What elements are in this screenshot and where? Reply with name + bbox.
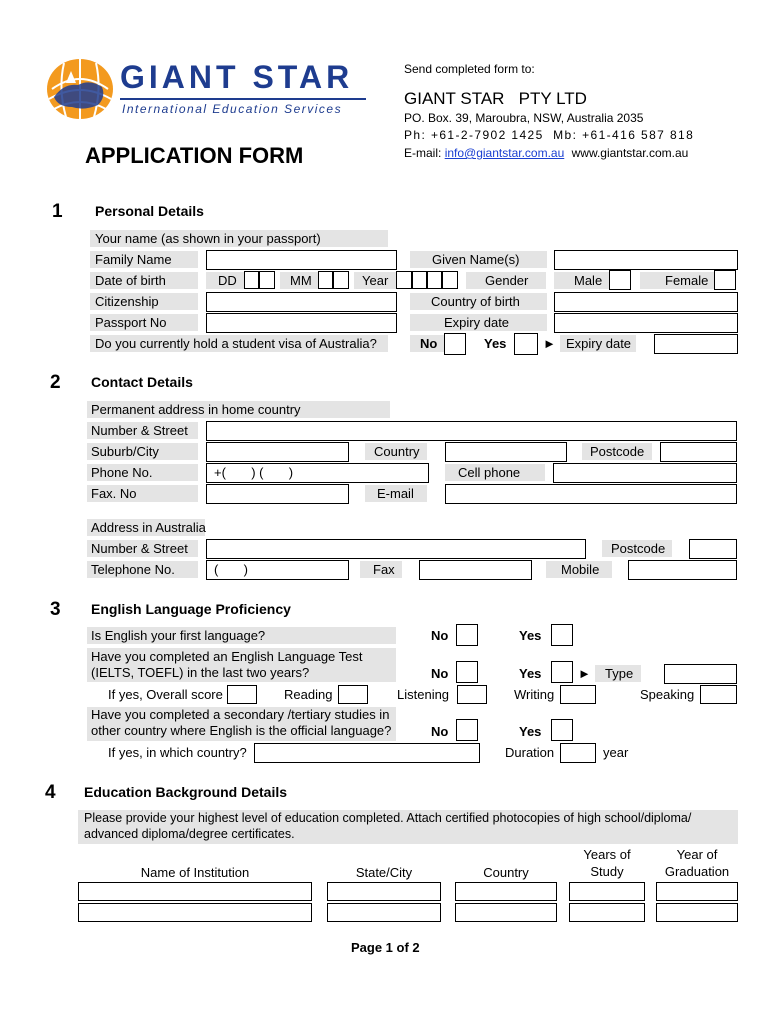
- edu-row2-institution[interactable]: [78, 903, 312, 922]
- q1-no-checkbox[interactable]: [456, 624, 478, 646]
- male-checkbox[interactable]: [609, 270, 631, 290]
- number-street2-label: Number & Street: [91, 541, 188, 556]
- year-input-4[interactable]: [442, 271, 458, 289]
- fax-no-input[interactable]: [206, 484, 349, 504]
- passport-no-input[interactable]: [206, 313, 397, 333]
- q2-arrow-icon: ►: [578, 666, 591, 681]
- q3-line2: other country where English is the official language?: [91, 723, 392, 738]
- page-number: Page 1 of 2: [351, 940, 420, 955]
- visa-question-label: Do you currently hold a student visa of Australia?: [95, 336, 377, 351]
- arrow-icon: ►: [543, 336, 556, 351]
- edu-row2-country[interactable]: [455, 903, 557, 922]
- mobile-label: Mobile: [561, 562, 600, 577]
- listening-label: Listening: [397, 687, 450, 702]
- perm-addr-label: Permanent address in home country: [91, 402, 301, 417]
- year-label: Year: [362, 273, 389, 288]
- male-label: Male: [574, 273, 603, 288]
- q2-yes-label: Yes: [519, 666, 542, 681]
- dob-label: Date of birth: [95, 273, 166, 288]
- speaking-input[interactable]: [700, 685, 737, 704]
- duration-input[interactable]: [560, 743, 596, 763]
- brand-tagline: International Education Services: [122, 102, 343, 116]
- col-country: Country: [483, 865, 529, 880]
- tel-template: ( ): [214, 562, 248, 577]
- dd-input-1[interactable]: [244, 271, 259, 289]
- writing-input[interactable]: [560, 685, 596, 704]
- which-country-input[interactable]: [254, 743, 480, 763]
- visa-expiry-input[interactable]: [654, 334, 738, 354]
- type-label: Type: [605, 666, 634, 681]
- edu-row1-years[interactable]: [569, 882, 645, 901]
- q2-no-label: No: [431, 666, 449, 681]
- expiry-date-label: Expiry date: [444, 315, 510, 330]
- year-unit-label: year: [603, 745, 629, 760]
- q1-no-label: No: [431, 628, 449, 643]
- company-phone: Ph: +61-2-7902 1425 Mb: +61-416 587 818: [404, 128, 695, 142]
- speaking-label: Speaking: [640, 687, 695, 702]
- edu-row1-institution[interactable]: [78, 882, 312, 901]
- q3-no-label: No: [431, 724, 449, 739]
- listening-input[interactable]: [457, 685, 487, 704]
- mobile-input[interactable]: [628, 560, 737, 580]
- suburb-input[interactable]: [206, 442, 349, 462]
- passport-expiry-input[interactable]: [554, 313, 738, 333]
- section-4-number: 4: [45, 782, 56, 803]
- aus-street-input[interactable]: [206, 539, 586, 559]
- dd-input-2[interactable]: [259, 271, 275, 289]
- family-name-label: Family Name: [95, 252, 172, 267]
- edu-row2-state[interactable]: [327, 903, 441, 922]
- country-label: Country: [374, 444, 420, 459]
- send-to-label: Send completed form to:: [404, 62, 535, 76]
- writing-label: Writing: [514, 687, 555, 702]
- number-street-label: Number & Street: [91, 423, 188, 438]
- edu-row2-grad[interactable]: [656, 903, 738, 922]
- telephone-no-label: Telephone No.: [91, 562, 175, 577]
- email-link[interactable]: info@giantstar.com.au: [444, 146, 565, 160]
- company-name: GIANT STAR PTY LTD: [404, 89, 587, 108]
- year-input-1[interactable]: [396, 271, 412, 289]
- email-label-contact: E-mail: [377, 486, 414, 501]
- visa-no-label: No: [420, 336, 438, 351]
- q3-yes-label: Yes: [519, 724, 542, 739]
- postcode2-label: Postcode: [611, 541, 666, 556]
- fax-label: Fax: [373, 562, 395, 577]
- edu-row1-country[interactable]: [455, 882, 557, 901]
- family-name-input[interactable]: [206, 250, 397, 270]
- q2-no-checkbox[interactable]: [456, 661, 478, 683]
- country-of-birth-label: Country of birth: [431, 294, 520, 309]
- gender-label: Gender: [485, 273, 529, 288]
- citizenship-input[interactable]: [206, 292, 397, 312]
- aus-postcode-input[interactable]: [689, 539, 737, 559]
- overall-score-input[interactable]: [227, 685, 257, 704]
- section-1-number: 1: [52, 201, 63, 222]
- section-1-title: Personal Details: [95, 203, 204, 219]
- year-input-3[interactable]: [427, 271, 442, 289]
- passport-no-label: Passport No: [95, 315, 167, 330]
- postcode-label: Postcode: [590, 444, 645, 459]
- q1-label: Is English your first language?: [91, 628, 266, 643]
- visa-yes-checkbox[interactable]: [514, 333, 538, 355]
- visa-no-checkbox[interactable]: [444, 333, 466, 355]
- col-institution: Name of Institution: [140, 865, 250, 880]
- q3-yes-checkbox[interactable]: [551, 719, 573, 741]
- test-type-input[interactable]: [664, 664, 737, 684]
- aus-addr-label: Address in Australia: [91, 520, 206, 535]
- col-years-2: Study: [590, 864, 624, 879]
- reading-label: Reading: [284, 687, 333, 702]
- overall-score-label: If yes, Overall score: [108, 687, 223, 702]
- female-checkbox[interactable]: [714, 270, 736, 290]
- email-input[interactable]: [445, 484, 737, 504]
- which-country-label: If yes, in which country?: [108, 745, 247, 760]
- section-3-title: English Language Proficiency: [91, 601, 291, 617]
- phone-no-label: Phone No.: [91, 465, 153, 480]
- company-address: PO. Box. 39, Maroubra, NSW, Australia 2035: [404, 111, 644, 125]
- col-grad-1: Year of: [676, 847, 718, 862]
- dd-label: DD: [218, 273, 237, 288]
- instruction-line2: advanced diploma/degree certificates.: [84, 827, 295, 841]
- brand-name: GIANT STAR: [120, 59, 354, 95]
- section-3-number: 3: [50, 599, 61, 620]
- instruction-line1: Please provide your highest level of education completed. Attach certified photocopies of high school/diploma/: [84, 811, 692, 825]
- cell-phone-input[interactable]: [553, 463, 737, 483]
- q1-yes-label: Yes: [519, 628, 542, 643]
- email-label: E-mail:: [404, 146, 442, 160]
- suburb-label: Suburb/City: [91, 444, 159, 459]
- country-input[interactable]: [445, 442, 567, 462]
- year-input-2[interactable]: [412, 271, 427, 289]
- section-2-title: Contact Details: [91, 374, 193, 390]
- brand-underline: [120, 98, 366, 100]
- giant-star-logo-globe: [44, 57, 116, 121]
- section-4-title: Education Background Details: [84, 784, 288, 800]
- aus-fax-input[interactable]: [419, 560, 532, 580]
- citizenship-label: Citizenship: [95, 294, 159, 309]
- col-years-1: Years of: [583, 847, 631, 862]
- q1-yes-checkbox[interactable]: [551, 624, 573, 646]
- section-2-number: 2: [50, 372, 61, 393]
- duration-label: Duration: [505, 745, 555, 760]
- female-label: Female: [665, 273, 709, 288]
- country-of-birth-input[interactable]: [554, 292, 738, 312]
- edu-row1-grad[interactable]: [656, 882, 738, 901]
- given-names-label: Given Name(s): [432, 252, 520, 267]
- mm-input-2[interactable]: [333, 271, 349, 289]
- given-names-input[interactable]: [554, 250, 738, 270]
- edu-row2-years[interactable]: [569, 903, 645, 922]
- mm-label: MM: [290, 273, 312, 288]
- name-hint-label: Your name (as shown in your passport): [95, 231, 321, 246]
- form-title: APPLICATION FORM: [85, 143, 304, 168]
- visa-yes-label: Yes: [484, 336, 507, 351]
- cell-phone-label: Cell phone: [458, 465, 521, 480]
- q3-line1: Have you completed a secondary /tertiary studies in: [91, 707, 390, 722]
- q2-yes-checkbox[interactable]: [551, 661, 573, 683]
- reading-input[interactable]: [338, 685, 368, 704]
- fax-no-label: Fax. No: [91, 486, 137, 501]
- phone-template: +( ) ( ): [214, 465, 294, 480]
- col-state: State/City: [355, 865, 413, 880]
- col-grad-2: Graduation: [664, 864, 730, 879]
- visa-expiry-label: Expiry date: [566, 336, 632, 351]
- website: www.giantstar.com.au: [571, 146, 689, 160]
- mm-input-1[interactable]: [318, 271, 333, 289]
- number-street-input[interactable]: [206, 421, 737, 441]
- q2-line1: Have you completed an English Language Test: [91, 649, 363, 664]
- postcode-input[interactable]: [660, 442, 737, 462]
- q3-no-checkbox[interactable]: [456, 719, 478, 741]
- edu-row1-state[interactable]: [327, 882, 441, 901]
- q2-line2: (IELTS, TOEFL) in the last two years?: [91, 665, 310, 680]
- company-email-line: [404, 145, 688, 161]
